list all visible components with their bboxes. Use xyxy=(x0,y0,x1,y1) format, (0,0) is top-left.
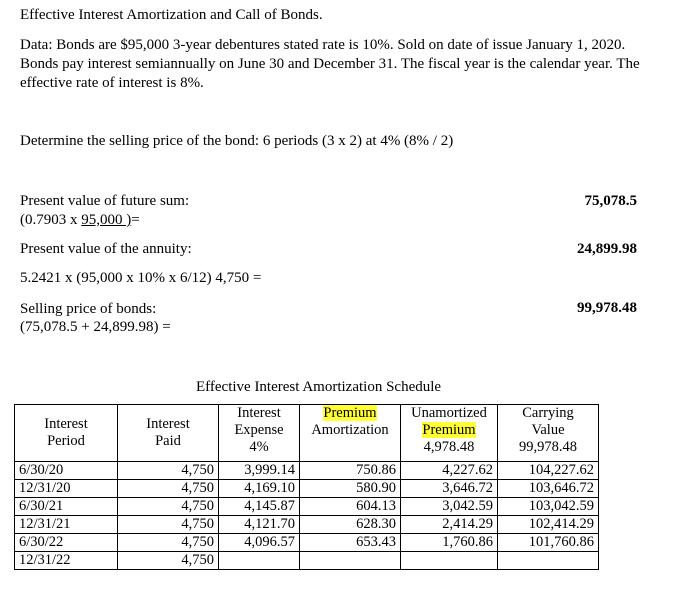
table-row xyxy=(15,534,599,552)
cell-interest-paid: 4,750 xyxy=(118,462,219,480)
cell-premium-amortization: 604.13 xyxy=(300,498,401,516)
cell-interest-paid: 4,750 xyxy=(118,480,219,498)
cell-carrying-value xyxy=(498,552,599,570)
pv-future-formula xyxy=(20,212,140,229)
cell-period: 12/31/20 xyxy=(15,480,118,498)
document-title: Effective Interest Amortization and Call of Bonds. xyxy=(20,7,323,23)
cell-unamortized-premium xyxy=(401,552,498,570)
header-premium-amortization xyxy=(300,405,401,462)
selling-price-label: Selling price of bonds: xyxy=(20,301,157,317)
cell-carrying-value: 104,227.62 xyxy=(498,462,599,480)
cell-premium-amortization: 653.43 xyxy=(300,534,401,552)
header-text: Paid xyxy=(155,433,181,449)
cell-period: 6/30/21 xyxy=(15,498,118,516)
header-text: Amortization xyxy=(311,422,389,438)
schedule-title: Effective Interest Amortization Schedule xyxy=(196,379,442,395)
cell-interest-expense: 4,145.87 xyxy=(219,498,300,516)
cell-interest-expense: 4,096.57 xyxy=(219,534,300,552)
table-row xyxy=(15,462,599,480)
cell-unamortized-premium: 2,414.29 xyxy=(401,516,498,534)
cell-unamortized-premium: 3,042.59 xyxy=(401,498,498,516)
cell-period: 12/31/22 xyxy=(15,552,118,570)
pv-future-formula-prefix: (0.7903 x xyxy=(20,212,82,228)
table-header-row xyxy=(15,405,599,462)
header-text: Expense xyxy=(234,422,284,438)
cell-period: 6/30/20 xyxy=(15,462,118,480)
header-unamortized-premium xyxy=(401,405,498,462)
cell-carrying-value: 103,042.59 xyxy=(498,498,599,516)
table-row xyxy=(15,516,599,534)
table-row xyxy=(15,480,599,498)
cell-premium-amortization: 750.86 xyxy=(300,462,401,480)
pv-future-formula-suffix: = xyxy=(131,212,140,228)
pv-future-value: 75,078.5 xyxy=(584,193,637,209)
header-text: Interest xyxy=(237,405,281,421)
header-text-highlighted: Premium xyxy=(323,405,377,421)
cell-period: 12/31/21 xyxy=(15,516,118,534)
cell-unamortized-premium: 1,760.86 xyxy=(401,534,498,552)
header-interest-period xyxy=(15,405,118,462)
cell-interest-paid: 4,750 xyxy=(118,552,219,570)
cell-interest-paid: 4,750 xyxy=(118,516,219,534)
cell-carrying-value: 102,414.29 xyxy=(498,516,599,534)
cell-period: 6/30/22 xyxy=(15,534,118,552)
table-row xyxy=(15,552,599,570)
cell-unamortized-premium: 3,646.72 xyxy=(401,480,498,498)
header-carrying-value xyxy=(498,405,599,462)
pv-annuity-formula: 5.2421 x (95,000 x 10% x 6/12) 4,750 = xyxy=(20,270,262,286)
cell-premium-amortization: 580.90 xyxy=(300,480,401,498)
header-interest-expense xyxy=(219,405,300,462)
header-text: Period xyxy=(47,433,85,449)
header-text: Interest xyxy=(146,416,190,432)
header-text: Carrying xyxy=(522,405,574,421)
table-row xyxy=(15,498,599,516)
selling-price-value: 99,978.48 xyxy=(577,300,637,316)
cell-carrying-value: 103,646.72 xyxy=(498,480,599,498)
cell-interest-expense xyxy=(219,552,300,570)
cell-interest-expense: 3,999.14 xyxy=(219,462,300,480)
determine-line: Determine the selling price of the bond: 6 periods (3 x 2) at 4% (8% / 2) xyxy=(20,133,454,149)
header-text: Interest xyxy=(44,416,88,432)
data-paragraph: Data: Bonds are $95,000 3-year debentures stated rate is 10%. Sold on date of issue January 1, 2020. Bonds pay interest semiannually on June 30 and December 31. The fiscal year is the calendar year. The effective rate of interest is 8%. xyxy=(20,37,640,91)
header-interest-paid xyxy=(118,405,219,462)
cell-interest-expense: 4,121.70 xyxy=(219,516,300,534)
cell-interest-paid: 4,750 xyxy=(118,498,219,516)
cell-premium-amortization: 628.30 xyxy=(300,516,401,534)
cell-unamortized-premium: 4,227.62 xyxy=(401,462,498,480)
pv-future-label: Present value of future sum: xyxy=(20,193,190,209)
pv-annuity-value: 24,899.98 xyxy=(577,241,637,257)
selling-price-formula: (75,078.5 + 24,899.98) = xyxy=(20,319,171,335)
cell-interest-paid: 4,750 xyxy=(118,534,219,552)
header-text: 99,978.48 xyxy=(519,439,577,455)
pv-annuity-label: Present value of the annuity: xyxy=(20,241,192,257)
header-text: 4,978.48 xyxy=(423,439,475,455)
header-text: Unamortized xyxy=(411,405,487,421)
header-text-highlighted: Premium xyxy=(422,422,476,438)
header-text: Value xyxy=(531,422,565,438)
cell-premium-amortization xyxy=(300,552,401,570)
cell-interest-expense: 4,169.10 xyxy=(219,480,300,498)
pv-future-formula-underlined: 95,000 ) xyxy=(81,212,132,228)
amortization-schedule-table xyxy=(14,404,599,570)
header-text: 4% xyxy=(249,439,269,455)
cell-carrying-value: 101,760.86 xyxy=(498,534,599,552)
